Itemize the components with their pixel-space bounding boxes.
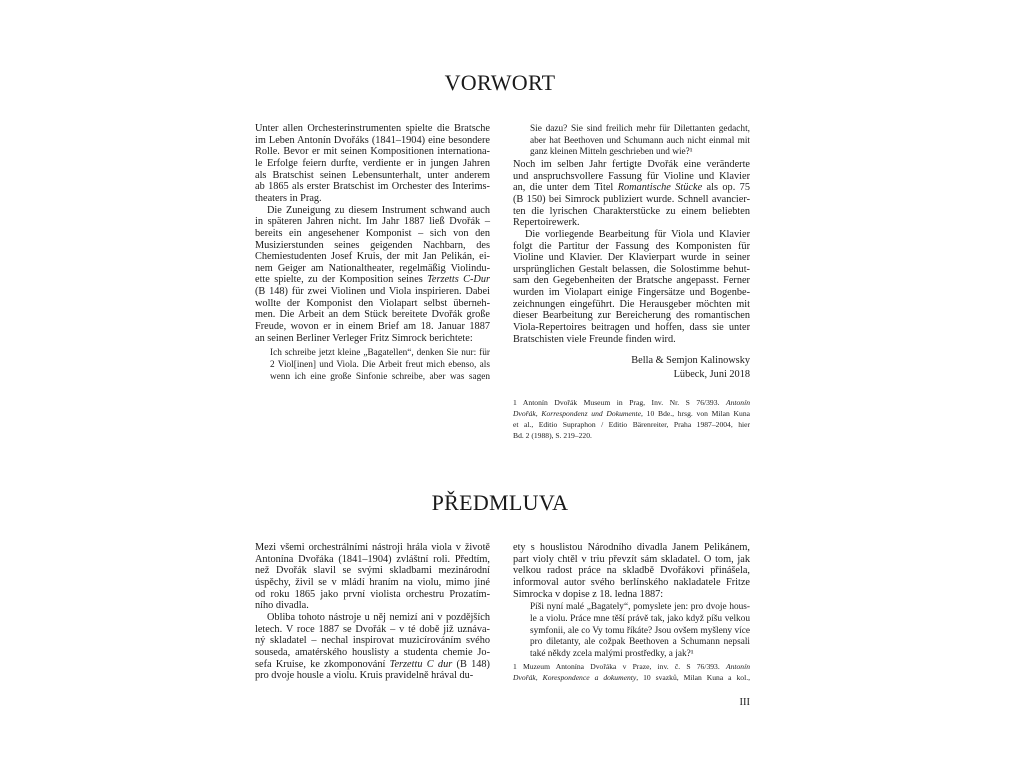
- paragraph-line: [255, 216, 490, 228]
- text-span: le a violu. Práce mne těší právě tak, jako když píšu velkou: [530, 613, 750, 624]
- text-span: (B 148): [452, 658, 490, 670]
- text-span: Freude, wovon er in einem Brief am 18. Januar 1887: [255, 321, 490, 333]
- text-span: als Bratschist seinen Lebensunterhalt, unter anderem: [255, 169, 490, 181]
- paragraph-line: [513, 252, 750, 264]
- text-span: Violine und Klavier. Der Klavierpart wurde in seiner: [513, 252, 750, 264]
- paragraph-line: [513, 182, 750, 194]
- vorwort-title: VORWORT: [444, 70, 556, 95]
- paragraph-line: [255, 135, 490, 147]
- paragraph-line: [513, 206, 750, 218]
- text-span: informoval autor svého berlínského nakladatele Fritze: [513, 576, 750, 588]
- text-span: Lübeck, Juni 2018: [673, 369, 750, 380]
- text-span: Sie dazu? Sie sind freilich mehr für Dilettanten gedacht,: [530, 124, 750, 134]
- text-span: aber hat Beethoven und Schumann auch nicht einmal mit: [530, 135, 750, 146]
- text-span: an seinen Berliner Verleger Fritz Simrock berichtete:: [255, 332, 473, 344]
- text-span: Obliba tohoto nástroje u něj nemizí ani v pozdějších: [267, 611, 490, 623]
- text-span: Repertoirewerk.: [513, 217, 580, 229]
- text-span: ab 1865 als erster Bratschist im Orchester des Interims-: [255, 181, 490, 193]
- text-span: Chemiestudenten Josef Kruis, der mit Jan Pelikán, ei-: [255, 251, 490, 263]
- text-span: Rolle. Bevor er mit seinen Kompositionen internationa-: [255, 146, 490, 158]
- quote-line: [530, 146, 750, 158]
- page-number: III: [739, 697, 750, 708]
- paragraph-line: [513, 334, 750, 346]
- paragraph-line: [513, 554, 750, 566]
- paragraph-line: [513, 241, 750, 253]
- text-span: pro diletanty, ale cožpak Beethoven a Schumann nepsali: [530, 637, 750, 648]
- text-span: než Dvořák slavil se svými skladbami mezinárodní: [255, 565, 490, 577]
- text-span: sam den Gegebenheiten der Bratsche angepasst. Ferner: [513, 275, 750, 287]
- text-span: Bratschisten viele Freunde finden wird.: [513, 333, 676, 345]
- italic-text: Antonín: [725, 398, 750, 407]
- text-span: Bella & Semjon Kalinowsky: [631, 355, 750, 366]
- quote-line: [530, 135, 750, 147]
- text-span: nem Geiger am Nationaltheater, regelmäßig Violindu-: [255, 262, 490, 274]
- text-span: an, die unter dem Titel: [513, 182, 618, 194]
- paragraph-line: [255, 624, 490, 636]
- text-span: als op. 75: [702, 182, 750, 194]
- paragraph-line: [255, 577, 490, 589]
- text-span: letech. V roce 1887 se Dvořák – v té době již uznáva-: [255, 623, 490, 635]
- paragraph-line: [255, 158, 490, 170]
- quote-line: [530, 123, 750, 135]
- text-span: wurden im Violapart einige Fingersätze und Bogenbe-: [513, 287, 750, 299]
- paragraph-line: [255, 263, 490, 275]
- paragraph-line: [255, 309, 490, 321]
- text-span: ety s houslistou Národního divadla Janem Pelikánem,: [513, 542, 750, 553]
- text-span: im Leben Antonín Dvořáks (1841–1904) eine besondere: [255, 134, 490, 146]
- paragraph-line: [255, 286, 490, 298]
- paragraph-line: [255, 240, 490, 252]
- text-span: Die Zuneigung zu diesem Instrument schwand auch: [267, 204, 490, 216]
- text-span: , 10 svazků, Milan Kuna a kol.,: [636, 673, 750, 682]
- text-span: Simrocka v dopise z 18. ledna 1887:: [513, 588, 664, 600]
- text-span: ten die lyrischen Charakterstücke zu einem beliebten: [513, 205, 750, 217]
- paragraph-line: [255, 146, 490, 158]
- text-span: ette spielte, zu der Komposition seines: [255, 274, 428, 286]
- footnote-line: [513, 419, 750, 430]
- text-span: Die vorliegende Bearbeitung für Viola und Klavier: [525, 228, 750, 240]
- text-span: theaters in Prag.: [255, 192, 322, 204]
- italic-text: Antonín: [725, 662, 750, 671]
- italic-text: Romantische Stücke: [617, 182, 703, 194]
- paragraph-line: [513, 159, 750, 171]
- quote-line: [270, 347, 490, 359]
- text-span: 1 Antonín Dvořák Museum in Prag, Inv. Nr. S 76/393.: [513, 398, 726, 407]
- text-span: part violy chtěl v triu převzít sám skladatel. O tom, jak: [513, 553, 750, 565]
- text-span: od roku 1865 jako první violista orchestru Prozatím-: [255, 588, 490, 600]
- text-span: Viola-Repertoires beitragen und hoffen, dass sie unter: [513, 322, 750, 334]
- text-span: úspěchy, živil se v mládí hraním na violu, mimo jiné: [255, 576, 490, 588]
- text-span: také někdy zcela malými prostředky, a jak?¹: [530, 648, 694, 659]
- paragraph-line: [255, 251, 490, 263]
- paragraph-line: [255, 170, 490, 182]
- text-span: le Erfolge feiern durfte, verdiente er in jungen Jahren: [255, 157, 490, 169]
- text-span: Antonína Dvořáka (1841–1904) zvláštní roli. Předtím,: [255, 553, 490, 565]
- quote-line: [270, 359, 490, 371]
- paragraph-line: [513, 194, 750, 206]
- quote-line: [530, 636, 750, 648]
- paragraph-line: [255, 647, 490, 659]
- text-span: Mezi všemi orchestrálními nástroji hrála viola v životě: [255, 542, 490, 553]
- footnote-line: [513, 408, 750, 419]
- signature-line: [513, 355, 750, 367]
- text-span: , 10 Bde., hrsg. von Milan Kuna: [641, 409, 751, 418]
- paragraph-line: [513, 310, 750, 322]
- paragraph-line: [513, 542, 750, 554]
- text-span: velkou radost práce na skladbě Dvořákovi přinášela,: [513, 565, 750, 577]
- paragraph-line: [513, 217, 750, 229]
- text-span: ganz kleinen Mitteln geschrieben und wie?¹: [530, 147, 693, 158]
- paragraph-line: [255, 670, 490, 682]
- text-span: Musizierstunden seines geigenden Nachbarn, des: [255, 239, 490, 251]
- text-span: in späteren Jahren nicht. Im Jahr 1887 ließ Dvořák –: [255, 216, 490, 228]
- paragraph-line: [513, 287, 750, 299]
- quote-line: [530, 601, 750, 613]
- paragraph-line: [267, 612, 490, 624]
- text-span: folgt die Partitur der Fassung des Komponisten für: [513, 240, 750, 252]
- paragraph-line: [255, 228, 490, 240]
- paragraph-line: [255, 321, 490, 333]
- paragraph-line: [255, 600, 490, 612]
- text-span: Ich schreibe jetzt kleine „Bagatellen“, denken Sie nur: für: [270, 348, 490, 359]
- paragraph-line: [255, 298, 490, 310]
- text-span: ursprünglichen Gestalt belassen, die Solostimme behut-: [513, 263, 750, 275]
- paragraph-line: [255, 193, 490, 205]
- footnote-line: [513, 672, 750, 683]
- paragraph-line: [255, 565, 490, 577]
- italic-text: Terzettu C dur: [389, 658, 453, 670]
- italic-text: Terzetts C-Dur: [427, 274, 490, 286]
- quote-line: [530, 613, 750, 625]
- paragraph-line: [513, 565, 750, 577]
- paragraph-line: [513, 275, 750, 287]
- paragraph-line: [255, 123, 490, 135]
- paragraph-line: [255, 181, 490, 193]
- text-span: 2 Viol[inen] und Viola. Die Arbeit freut mich ebenso, als: [270, 360, 490, 370]
- text-span: 1 Muzeum Antonína Dvořáka v Praze, inv. č. S 76/393.: [513, 662, 726, 671]
- quote-line: [530, 648, 750, 660]
- paragraph-line: [513, 589, 750, 601]
- footnote-line: [513, 661, 750, 672]
- text-span: Unter allen Orchesterinstrumenten spielte die Bratsche: [255, 123, 490, 134]
- text-span: ný skladatel – nechal inspirovat muzicírováním svého: [255, 635, 490, 647]
- quote-line: [270, 371, 490, 383]
- text-span: und anspruchsvollere Fassung für Violine und Klavier: [513, 170, 750, 182]
- text-span: pro dvoje housle a violu. Kruis pravidelně hrával du-: [255, 670, 474, 682]
- paragraph-line: [255, 635, 490, 647]
- italic-text: Dvořák, Korrespondenz und Dokumente: [513, 409, 642, 418]
- predmluva-title: PŘEDMLUVA: [431, 490, 569, 515]
- paragraph-line: [513, 322, 750, 334]
- signature-line: [513, 369, 750, 381]
- text-span: sefa Kruise, ke zkomponování: [255, 658, 390, 670]
- text-span: zeichnungen eingeführt. Die Herausgeber möchten mit: [513, 298, 750, 310]
- paragraph-line: [255, 554, 490, 566]
- paragraph-line: [255, 542, 490, 554]
- text-span: symfonii, ale co Vy tomu říkáte? Jsou ovšem myšleny více: [530, 625, 750, 636]
- text-span: ního divadla.: [255, 600, 309, 612]
- text-span: Bd. 2 (1988), S. 219–220.: [513, 431, 592, 440]
- text-span: wollte der Komponist den Violapart selbst überneh-: [255, 297, 490, 309]
- text-span: dieser Bearbeitung zur Bereicherung des romantischen: [513, 310, 750, 322]
- paragraph-line: [513, 577, 750, 589]
- paragraph-line: [255, 333, 490, 345]
- paragraph-line: [255, 589, 490, 601]
- paragraph-line: [513, 171, 750, 183]
- text-span: (B 150) bei Simrock publiziert wurde. Schnell avancier-: [513, 193, 750, 205]
- paragraph-line: [267, 205, 490, 217]
- text-span: et al., Editio Supraphon / Editio Bärenreiter, Praha 1987–2004, hier: [513, 420, 750, 429]
- paragraph-line: [513, 299, 750, 311]
- paragraph-line: [255, 659, 490, 671]
- text-span: men. Die Arbeit an dem Stück bereitete Dvořák große: [255, 309, 490, 321]
- text-span: Píši nyní malé „Bagately“, pomyslete jen: pro dvoje hous-: [530, 602, 750, 613]
- paragraph-line: [525, 229, 750, 241]
- paragraph-line: [255, 274, 490, 286]
- text-span: bereits ein angesehener Komponist – sich von den: [255, 227, 490, 239]
- italic-text: Dvořák, Korespondence a dokumenty: [513, 673, 637, 682]
- text-span: (B 148) für zwei Violinen und Viola inspirieren. Dabei: [255, 286, 490, 298]
- footnote-line: [513, 430, 750, 441]
- quote-line: [530, 625, 750, 637]
- paragraph-line: [513, 264, 750, 276]
- footnote-line: [513, 397, 750, 408]
- text-span: souseda, amatérského houslisty a studenta chemie Jo-: [255, 646, 490, 658]
- text-span: Noch im selben Jahr fertigte Dvořák eine veränderte: [513, 158, 750, 170]
- text-span: wenn ich eine große Sinfonie schreibe, aber was sagen: [270, 371, 490, 382]
